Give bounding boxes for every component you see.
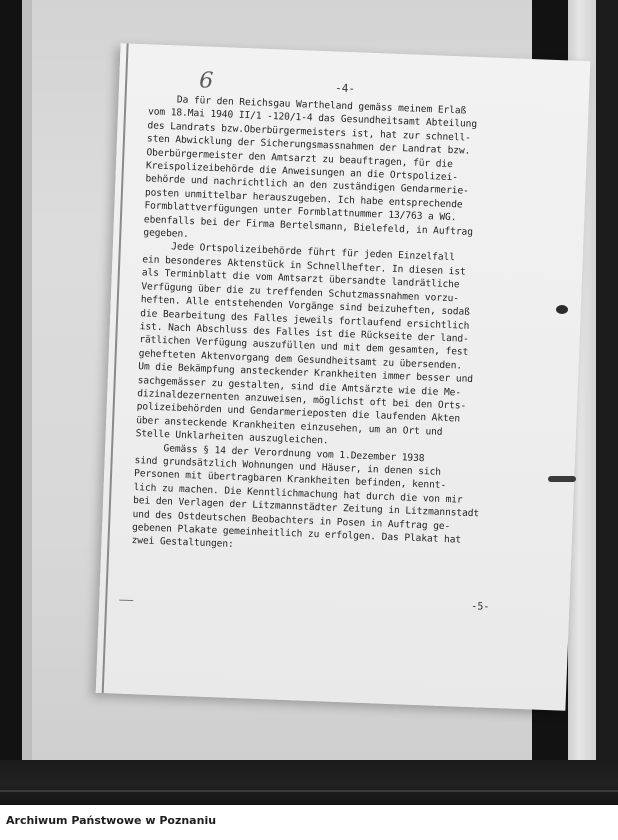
next-page-marker: -5- <box>471 601 490 613</box>
binding-hole <box>548 476 576 482</box>
footer-mark <box>119 600 133 602</box>
archive-caption: Archiwum Państwowe w Poznaniu <box>6 814 217 827</box>
back-sheet-edge <box>22 0 32 760</box>
film-edge-line <box>0 790 618 792</box>
folio-number: 6 <box>198 68 214 94</box>
binding-hole <box>556 305 568 314</box>
page-number: -4- <box>334 81 356 96</box>
film-border-bottom <box>0 760 618 805</box>
scan-border-right <box>596 0 618 805</box>
document-body-text: Da für den Reichsgau Wartheland gemäss meinem Erlaß vom 18.Mai 1940 II/1 -120/1-4 das Gesundheitsamt Abteilung des Landrats bzw.Oberbürgermeisters ist, hat zur schnell- sten Abwicklung der Sicherungsmassnahmen der Landrat bzw. Oberbürgermeister den Amtsarzt zu beauftragen, für die Kreispolizeibehörde die Anweisungen an die Ortspolizei- behörde und nachrichtlich an den zuständigen Gendarmerie- posten unmittelbar herauszugeben. Ich habe entsprechende Formblattverfügungen unter Formblattnummer 13/763 a WG. ebenfalls bei der Firma Bertelsmann, Bielefeld, in Auftrag gegeben. Jede Ortspolizeibehörde führt für jeden Einzelfall ein besonderes Aktenstück in Schnellhefter. In diesen ist als Terminblatt die vom Amtsarzt übersandte landrätliche Verfügung über die zu treffenden Schutzmassnahmen vorzu- heften. Alle entstehenden Vorgänge sind beizuheften, sodaß die Bearbeitung des Falles jeweils fortlaufend ersichtlich ist. Nach Abschluss des Falles ist die Rückseite der land- rätlichen Verfügung auszufüllen und mit dem gesamten, fest gehefteten Aktenvorgang dem Gesundheitsamt zu übersenden. Um die Bekämpfung ansteckender Krankheiten immer besser und sachgemässer zu gestalten, sind die Amtsärzte wie die Me- dizinaldezernenten anzuweisen, möglichst oft bei den Orts- polizeibehörden und Gendarmerieposten die laufenden Akten über ansteckende Krankheiten einzusehen, um an Ort und Stelle Unklarheiten auszugleichen. Gemäss § 14 der Verordnung vom 1.Dezember 1938 sind grundsätzlich Wohnungen und Häuser, in denen sich Personen mit übertragbaren Krankheiten befinden, kennt- lich zu machen. Die Kenntlichmachung hat durch die von mir bei den Verlagen der Litzmannstädter Zeitung in Litzmannstadt und des Ostdeutschen Beobachters in Posen in Auftrag ge- gebenen Plakate gemeinheitlich zu erfolgen. Das Plakat hat zwei Gestaltungen: <box>131 93 480 551</box>
document-page <box>96 43 591 711</box>
